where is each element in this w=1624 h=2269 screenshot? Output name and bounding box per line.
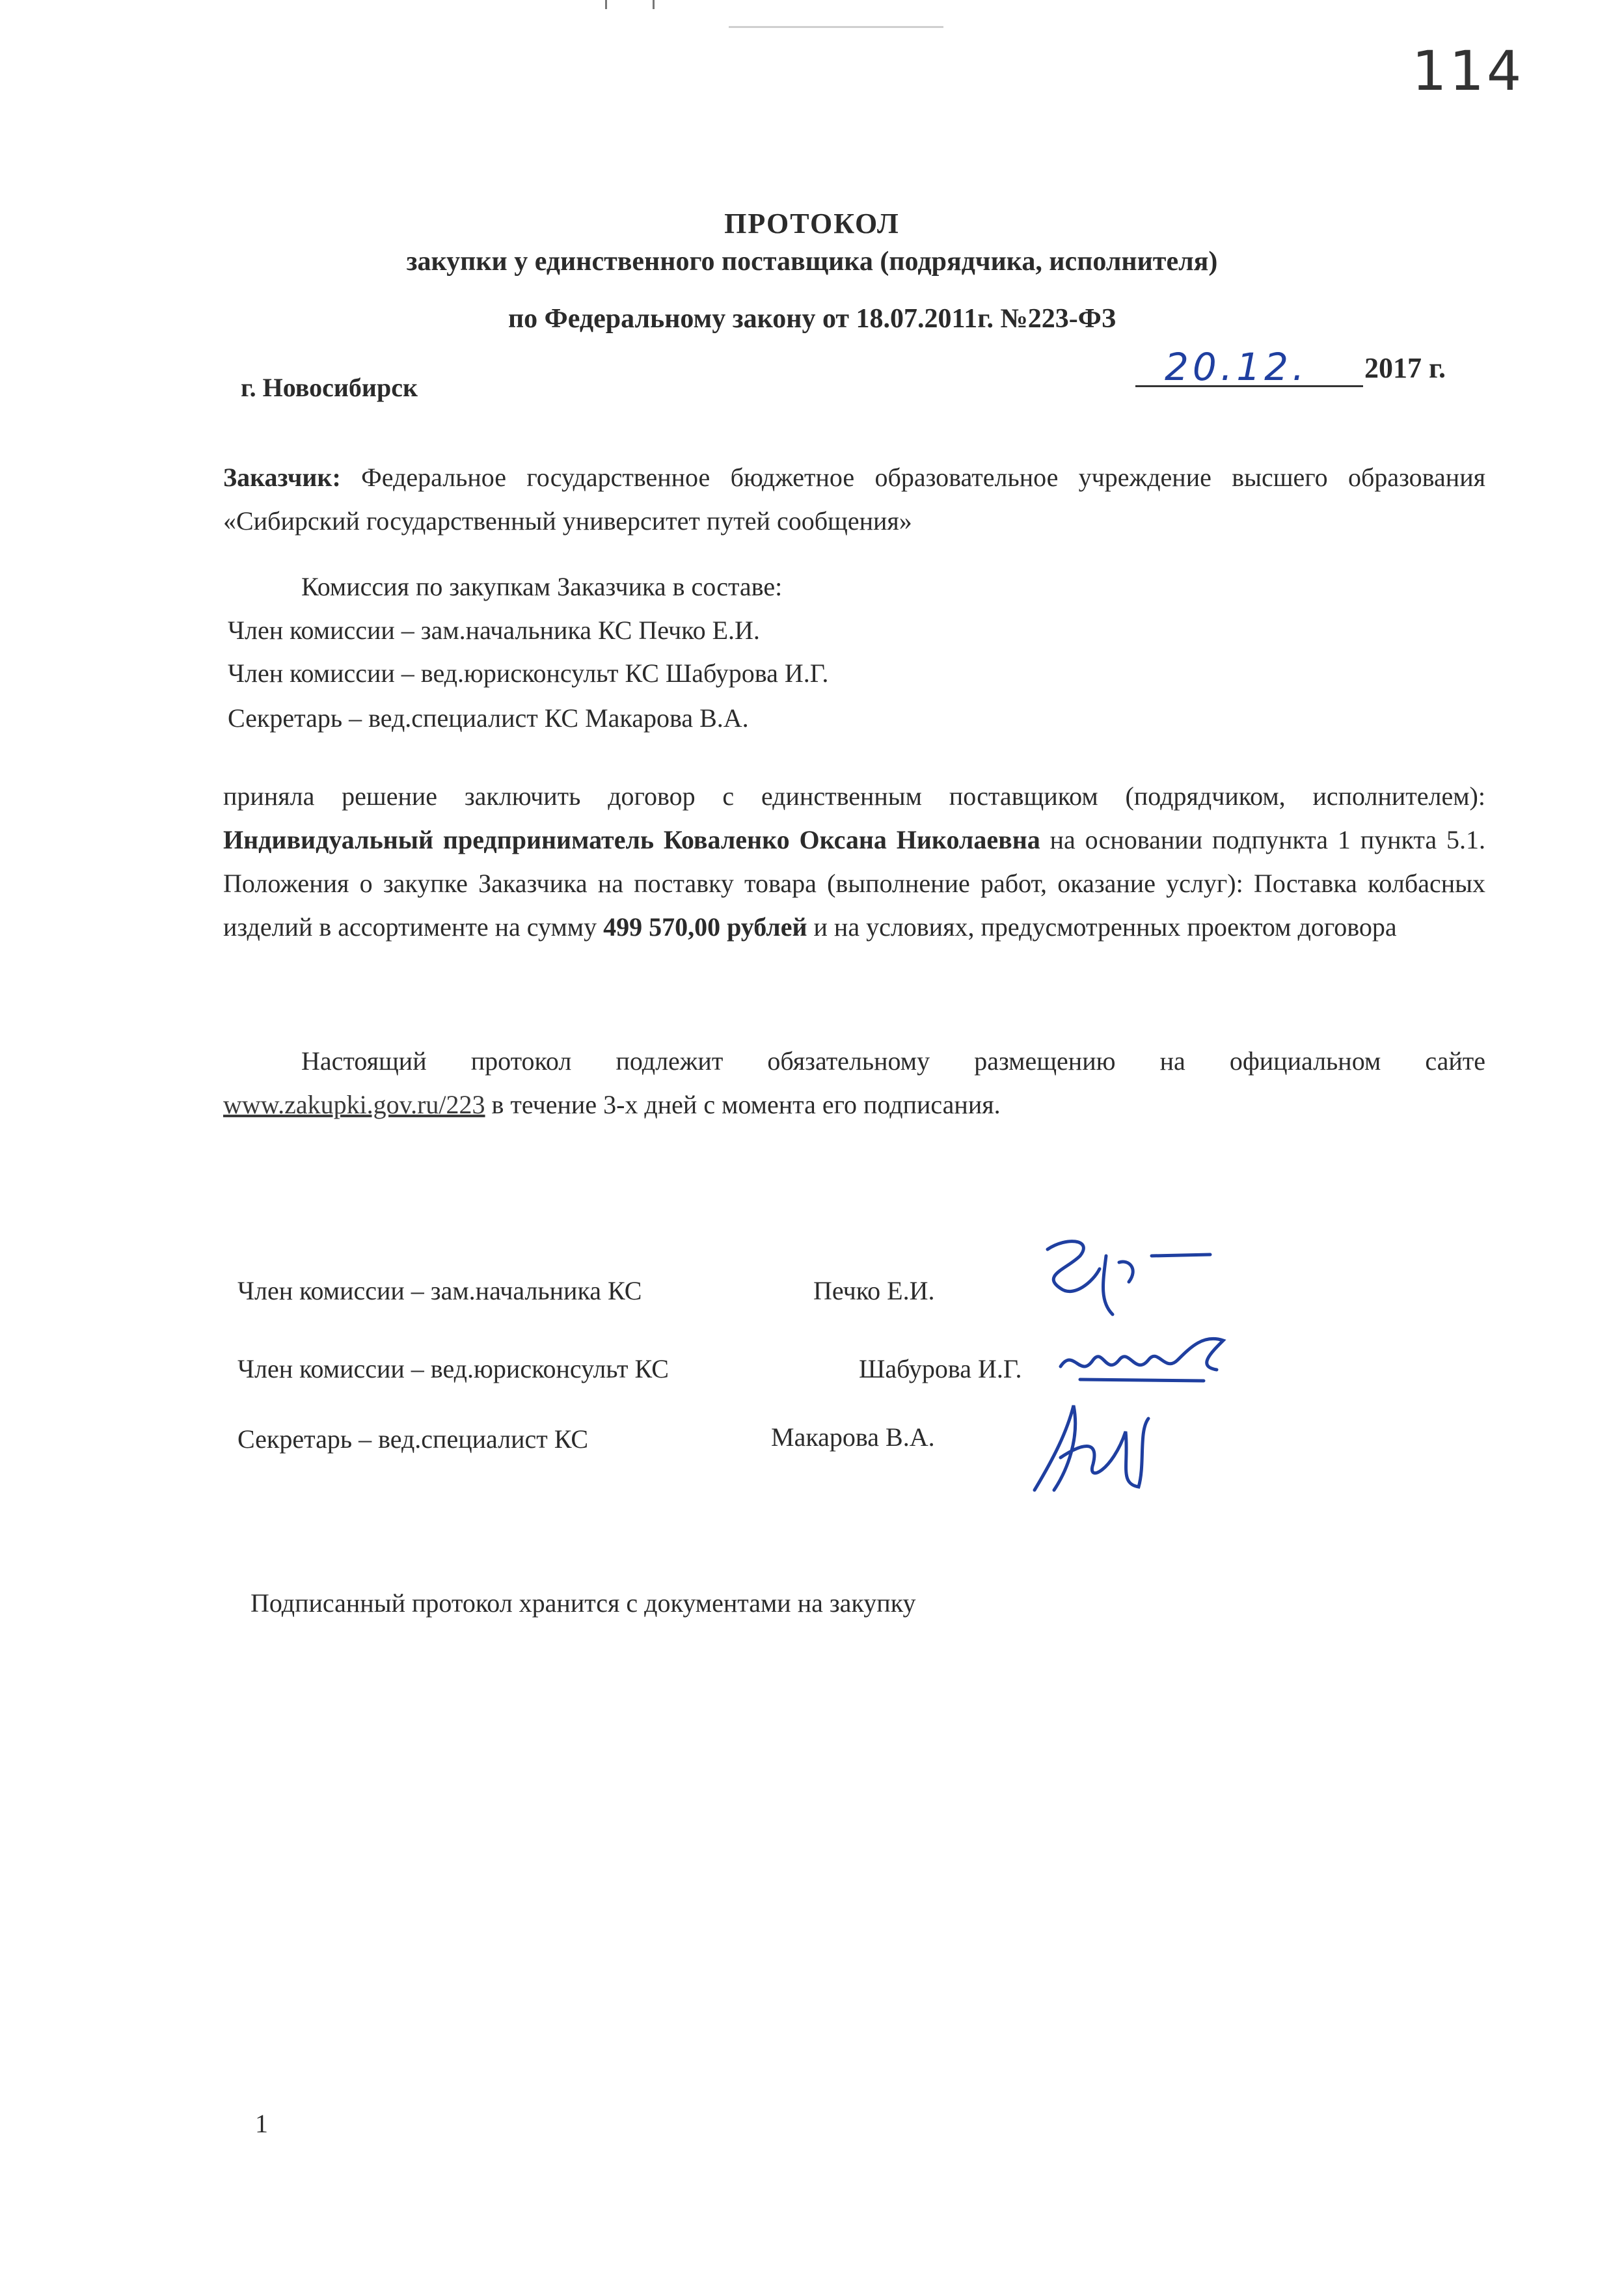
signature-makarova: [1015, 1393, 1165, 1503]
publication-text-after: в течение 3-х дней с момента его подписания.: [485, 1090, 1001, 1119]
customer-paragraph: [223, 455, 1485, 543]
commission-intro: Комиссия по закупкам Заказчика в составе:: [301, 572, 783, 601]
scan-artifact-line: [729, 26, 943, 28]
signature-role-1: Член комиссии – зам.начальника КС: [237, 1276, 642, 1305]
decision-text-before: приняла решение заключить договор с единственным поставщиком (подрядчиком, исполнителем):: [223, 781, 1485, 811]
signature-name-2: Шабурова И.Г.: [859, 1354, 1022, 1383]
contract-amount: 499 570,00 рублей: [603, 912, 807, 942]
page-number: 1: [255, 2109, 268, 2138]
customer-label: Заказчик:: [223, 463, 341, 492]
document-subtitle-line2: по Федеральному закону от 18.07.2011г. №223-ФЗ: [508, 304, 1116, 334]
signature-shaburova: [1054, 1321, 1249, 1393]
zakupki-link[interactable]: www.zakupki.gov.ru/223: [223, 1090, 485, 1119]
date-underline: [1135, 385, 1363, 387]
decision-text-middle: на основании подпункта 1 пункта 5.1. Положения о закупке Заказчика на поставку товара (выполнение работ, оказание услуг): Поставка колбасных изделий в ассортименте на сумму: [223, 825, 1485, 942]
decision-paragraph: [223, 774, 1485, 949]
publication-text-before: Настоящий протокол подлежит обязательному размещению на официальном сайте: [301, 1046, 1485, 1076]
commission-member-2: Член комиссии – вед.юрисконсульт КС Шабурова И.Г.: [228, 659, 829, 688]
document-subtitle-line1: закупки у единственного поставщика (подрядчика, исполнителя): [406, 247, 1218, 277]
scan-artifact: [605, 0, 655, 9]
customer-text: Федеральное государственное бюджетное образовательное учреждение высшего образования «Сибирский государственный университет путей сообщения»: [223, 463, 1486, 536]
signature-role-2: Член комиссии – вед.юрисконсульт КС: [237, 1354, 669, 1383]
signature-pechko: [1022, 1230, 1217, 1327]
publication-paragraph: [223, 1039, 1485, 1126]
decision-text-after: и на условиях, предусмотренных проектом договора: [807, 912, 1397, 942]
date-year: 2017 г.: [1364, 352, 1446, 384]
page-corner-number: 114: [1412, 39, 1524, 103]
commission-member-1: Член комиссии – зам.начальника КС Печко Е.И.: [228, 616, 760, 645]
signature-name-3: Макарова В.А.: [771, 1422, 935, 1452]
signature-name-1: Печко Е.И.: [813, 1276, 935, 1305]
city-label: г. Новосибирск: [241, 373, 418, 402]
signature-role-3: Секретарь – вед.специалист КС: [237, 1424, 589, 1454]
footer-note: Подписанный протокол хранится с документами на закупку: [250, 1588, 916, 1618]
date-handwritten: 20.12.: [1165, 345, 1308, 389]
commission-member-3: Секретарь – вед.специалист КС Макарова В.А.: [228, 703, 749, 733]
supplier-name: Индивидуальный предприниматель Коваленко Оксана Николаевна: [223, 825, 1040, 854]
document-title: ПРОТОКОЛ: [724, 208, 900, 239]
